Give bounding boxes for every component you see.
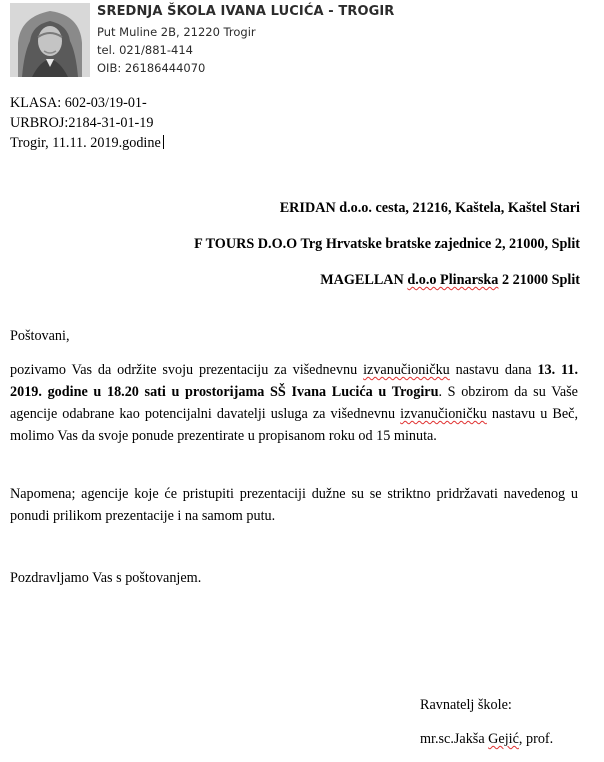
recipient-magellan-part3: 2 21000 Split <box>498 272 580 288</box>
signature-name-part3: , prof. <box>518 731 554 747</box>
greeting: Poštovani, <box>10 328 70 344</box>
school-header <box>97 4 394 75</box>
klasa-line: KLASA: 602-03/19-01- <box>10 95 147 111</box>
school-oib: OIB: 26186444070 <box>97 61 206 75</box>
signature-name-spellcheck: Gejić <box>488 731 519 747</box>
signature-name-part1: mr.sc.Jakša <box>420 731 489 747</box>
invitation-text-1: pozivamo Vas da održite svoju prezentaciju za višednevnu <box>10 362 364 378</box>
recipient-magellan <box>194 272 580 308</box>
school-phone: tel. 021/881-414 <box>97 43 193 57</box>
signature-name <box>420 731 553 748</box>
urbroj-line: URBROJ:2184-31-01-19 <box>10 115 154 131</box>
portrait-image <box>10 3 90 77</box>
recipient-eridan: ERIDAN d.o.o. cesta, 21216, Kaštela, Kaštel Stari <box>279 200 580 216</box>
spellcheck-word-2: izvanučioničku <box>400 406 487 422</box>
school-name: SREDNJA ŠKOLA IVANA LUCIĆA - TROGIR <box>97 4 395 19</box>
closing-line: Pozdravljamo Vas s poštovanjem. <box>10 570 202 586</box>
recipients-block <box>194 200 580 308</box>
spellcheck-word-1: izvanučioničku <box>363 362 450 378</box>
invitation-paragraph <box>10 359 578 447</box>
note-paragraph: Napomena; agencije koje će pristupiti prezentaciji dužne su se striktno pridržavati navedenog u ponudi prilikom prezentacije i na samom putu. <box>10 486 578 524</box>
text-cursor <box>163 135 164 149</box>
school-address: Put Muline 2B, 21220 Trogir <box>97 25 256 39</box>
place-date-text: Trogir, 11.11. 2019.godine <box>10 135 161 151</box>
document-meta <box>10 93 164 153</box>
invitation-text-2: nastavu dana <box>449 362 538 378</box>
invitation-text-3: . S obzirom da su Vaše agencije odabrane kao potencijalni davatelji usluga za višednevnu <box>10 384 578 422</box>
invitation-date-bold: 13. 11. 2019. godine u 18.20 sati u prostorijama SŠ Ivana Lucića u Trogiru <box>10 362 578 400</box>
place-date-line <box>10 133 164 153</box>
invitation-text-4: nastavu u Beč, molimo Vas da svoje ponude prezentirate u propisanom roku od 15 minuta. <box>10 406 578 444</box>
recipient-magellan-part1: MAGELLAN <box>320 272 408 288</box>
school-logo-portrait <box>10 3 90 77</box>
signature-title: Ravnatelj škole: <box>420 697 512 713</box>
recipient-ftours: F TOURS D.O.O Trg Hrvatske bratske zajednice 2, 21000, Split <box>194 236 580 252</box>
recipient-magellan-spellcheck: d.o.o Plinarska <box>407 272 499 288</box>
